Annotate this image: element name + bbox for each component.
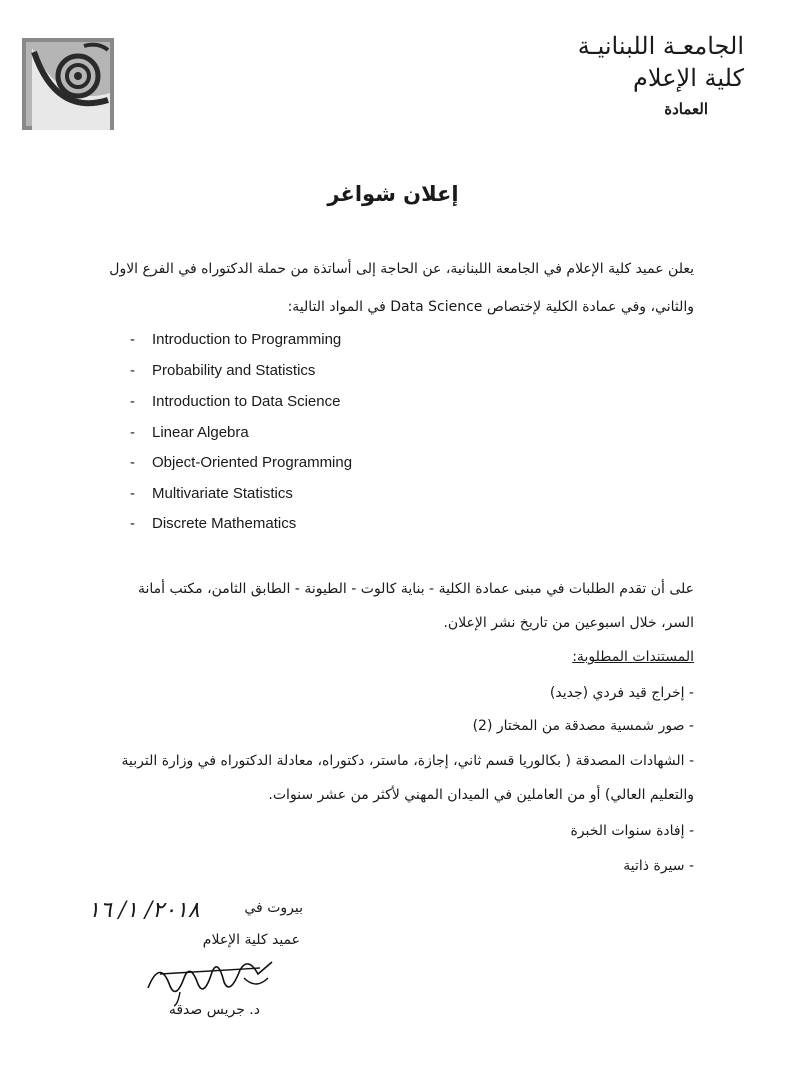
place-date <box>88 898 303 926</box>
document-item: - صور شمسية مصدقة من المختار (2) <box>472 718 694 734</box>
document-item-continued: والتعليم العالي) أو من العاملين في الميدان المهني لأكثر من عشر سنوات. <box>268 787 694 803</box>
place-label: بيروت في <box>244 900 303 916</box>
document-title: إعلان شواغر <box>327 182 459 206</box>
submission-line-1: على أن تقدم الطلبات في مبنى عمادة الكلية - بناية كالوت - الطيونة - الطابق الثامن، مكتب أمانة <box>137 581 694 597</box>
submission-line-2: السر، خلال اسبوعين من تاريخ نشر الإعلان. <box>443 615 694 631</box>
signer-name: د. جريس صدقه <box>168 1002 260 1018</box>
faculty-name: كلية الإعلام <box>633 64 744 92</box>
course-item: - Multivariate Statistics <box>130 485 293 502</box>
course-item: - Introduction to Programming <box>130 331 342 348</box>
dean-title: عميد كلية الإعلام <box>202 932 300 948</box>
handwritten-date: ٢٠١٨/ ١/ ١٦ <box>88 898 200 923</box>
university-logo <box>22 38 114 130</box>
course-item: - Linear Algebra <box>130 424 249 441</box>
course-item: - Introduction to Data Science <box>130 393 341 410</box>
intro-line-1: يعلن عميد كلية الإعلام في الجامعة اللبنانية، عن الحاجة إلى أساتذة من حملة الدكتوراه في الفرع الاول <box>109 261 694 277</box>
office-name: العمادة <box>664 100 708 118</box>
document-item: - سيرة ذاتية <box>623 858 694 874</box>
document-item: - الشهادات المصدقة ( بكالوريا قسم ثاني، إجازة، ماستر، دكتوراه، معادلة الدكتوراه في وزارة التربية <box>121 753 694 769</box>
document-item: - إفادة سنوات الخبرة <box>570 823 694 839</box>
course-item: - Probability and Statistics <box>130 362 316 379</box>
signature <box>140 948 280 1008</box>
documents-title: المستندات المطلوبة: <box>572 649 694 665</box>
course-item: - Discrete Mathematics <box>130 515 297 532</box>
document-item: - إخراج قيد فردي (جديد) <box>549 685 694 701</box>
course-item: - Object-Oriented Programming <box>130 454 353 471</box>
intro-line-2: والثاني، وفي عمادة الكلية لإختصاص Data Science في المواد التالية: <box>287 299 694 315</box>
university-name: الجامعـة اللبنانيـة <box>577 32 744 60</box>
